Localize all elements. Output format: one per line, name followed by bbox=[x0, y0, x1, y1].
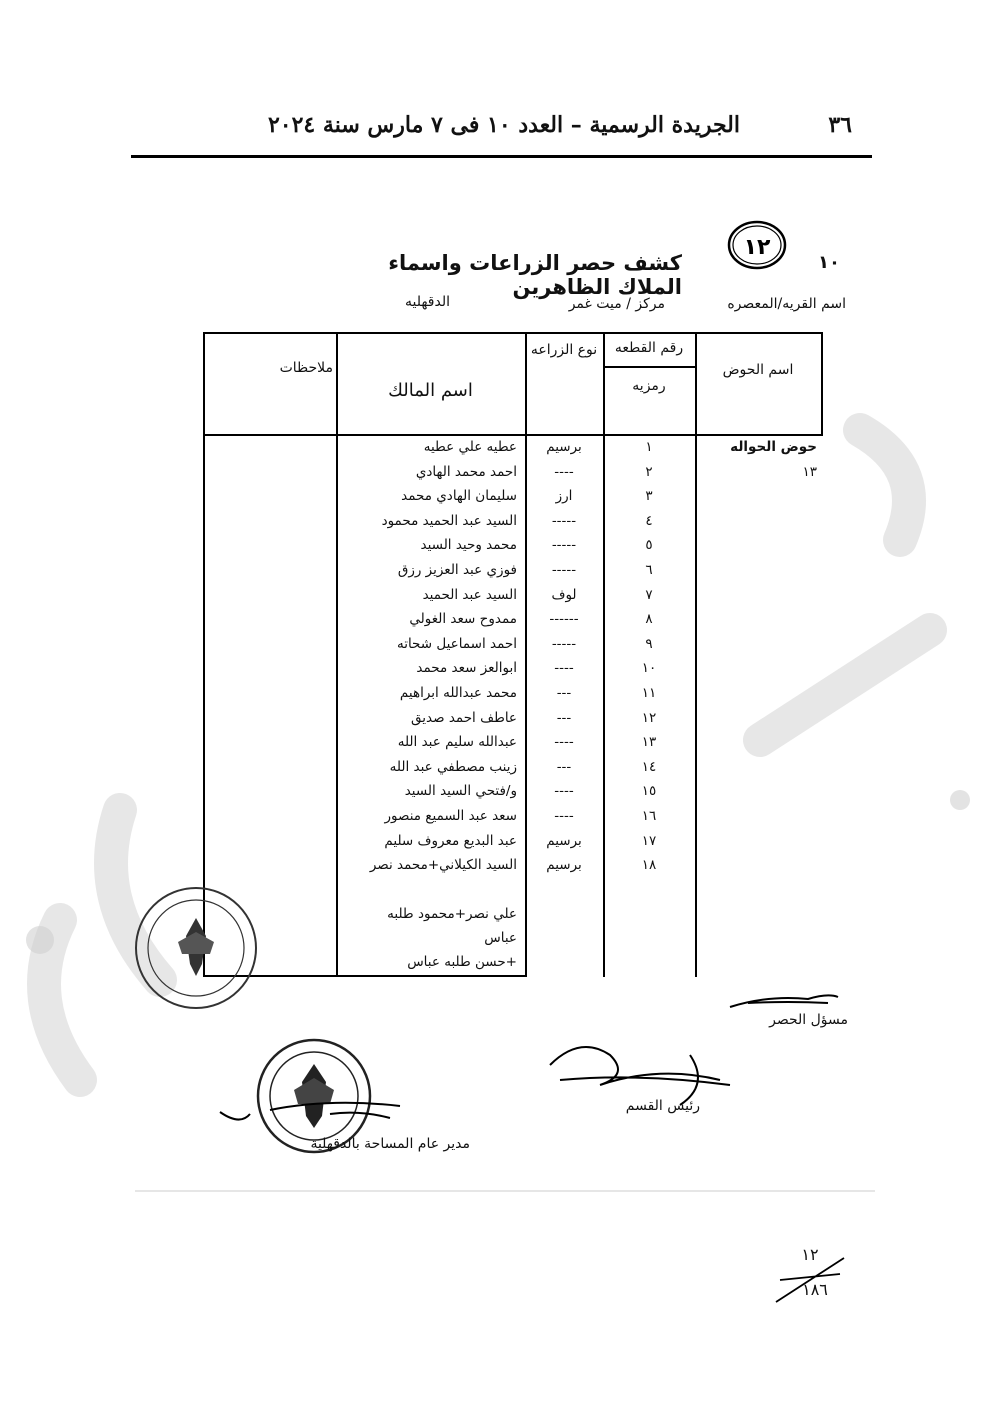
cell-owner-name: فوزي عبد العزيز رزق bbox=[397, 562, 517, 578]
cell-owner-name: احمد اسماعيل شحاته bbox=[396, 635, 517, 652]
cell-plot-number: ١٢ bbox=[641, 709, 657, 726]
col-divider-crop bbox=[603, 332, 605, 977]
cell-plot-number: ٣ bbox=[645, 488, 653, 505]
owner-continuation-2: عباس bbox=[484, 930, 517, 946]
cell-crop-type: ---- bbox=[554, 463, 574, 480]
col-divider-plot bbox=[695, 332, 697, 977]
cell-owner-name: محمد عبدالله ابراهيم bbox=[399, 685, 517, 701]
official-seal-stamp-left bbox=[132, 884, 260, 1012]
header-crop-type: نوع الزراعه bbox=[530, 342, 598, 358]
table-border-right bbox=[821, 332, 823, 434]
signature-survey-officer bbox=[728, 985, 848, 1015]
label-survey-officer: مسؤل الحصر bbox=[769, 1012, 848, 1028]
cell-owner-name: عبدالله سليم عبد الله bbox=[397, 734, 517, 751]
cell-owner-name: السيد الكيلاني+محمد نصر bbox=[369, 857, 517, 874]
cell-crop-type: --- bbox=[556, 685, 572, 701]
header-divider bbox=[131, 155, 872, 158]
signature-general-manager bbox=[210, 1092, 410, 1132]
cell-crop-type: ---- bbox=[554, 734, 574, 751]
village-label: اسم القريه/المعصره bbox=[727, 296, 846, 312]
cell-owner-name: سليمان الهادي محمد bbox=[401, 488, 517, 505]
cell-owner-name: ممدوح سعد الغولي bbox=[409, 611, 517, 628]
cell-crop-type: ----- bbox=[551, 635, 577, 652]
cell-crop-type: ---- bbox=[554, 660, 574, 677]
header-owner: اسم المالك bbox=[388, 380, 473, 401]
cell-owner-name: سعد عبد السميع منصور bbox=[384, 808, 517, 824]
header-plot-number: رقم القطعه bbox=[614, 340, 684, 356]
table-border-top bbox=[203, 332, 823, 334]
scan-edge bbox=[135, 1190, 875, 1192]
table-border-left bbox=[203, 332, 205, 977]
cell-owner-name: عبد البديع معروف سليم bbox=[384, 832, 517, 849]
col-divider-owner bbox=[525, 332, 527, 977]
cell-plot-number: ١٠ bbox=[641, 660, 657, 677]
owner-continuation-3: +حسن طلبه عباس bbox=[407, 954, 517, 970]
cell-owner-name: عاطف احمد صديق bbox=[410, 709, 517, 726]
cell-plot-number: ١٧ bbox=[641, 832, 657, 849]
cell-crop-type: برسيم bbox=[546, 439, 582, 455]
cell-owner-name: السيد عبد الحميد محمود bbox=[381, 512, 517, 529]
footer-note-bottom: ١٨٦ bbox=[802, 1280, 828, 1299]
cell-crop-type: ----- bbox=[551, 537, 577, 554]
basin-name: حوض الحواله bbox=[730, 439, 817, 455]
cell-crop-type: --- bbox=[556, 709, 572, 726]
label-section-head: رئيس القسم bbox=[625, 1098, 700, 1114]
header-basin: اسم الحوض bbox=[722, 362, 794, 378]
gazette-header-title: الجريدة الرسمية – العدد ١٠ فى ٧ مارس سنة ٢٠٢٤ bbox=[267, 112, 740, 138]
cell-plot-number: ٧ bbox=[645, 586, 653, 603]
footer-note-top: ١٢ bbox=[801, 1245, 819, 1264]
cell-plot-number: ٦ bbox=[645, 562, 653, 578]
cell-owner-name: محمد وحيد السيد bbox=[420, 537, 517, 554]
cell-plot-number: ٩ bbox=[645, 635, 653, 652]
owner-continuation-1: علي نصر+محمود طلبه bbox=[387, 906, 517, 922]
cell-owner-name: احمد محمد الهادي bbox=[415, 463, 517, 480]
circled-page-marker-icon bbox=[726, 218, 788, 272]
cell-plot-number: ٢ bbox=[645, 463, 653, 480]
cell-crop-type: --- bbox=[556, 758, 572, 775]
circled-number: ١٢ bbox=[743, 235, 771, 260]
cell-crop-type: ----- bbox=[551, 562, 577, 578]
sheet-title: كشف حصر الزراعات واسماء الملاك الظاهرين bbox=[388, 251, 682, 299]
cell-plot-number: ١٨ bbox=[641, 857, 657, 874]
basin-number: ١٣ bbox=[802, 464, 817, 480]
cell-crop-type: برسيم bbox=[546, 832, 582, 849]
center-label: مركز / ميت غمر bbox=[568, 296, 665, 312]
cell-plot-number: ٨ bbox=[645, 611, 653, 628]
cell-plot-number: ١١ bbox=[641, 685, 657, 701]
cell-plot-number: ١٦ bbox=[641, 808, 657, 824]
crop-survey-table bbox=[203, 332, 823, 977]
cell-plot-number: ١٤ bbox=[641, 758, 657, 775]
cell-plot-number: ١٣ bbox=[641, 734, 657, 751]
cell-crop-type: ------ bbox=[549, 611, 579, 628]
label-general-manager: مدير عام المساحة بالدقهلية bbox=[310, 1136, 470, 1152]
cell-crop-type: برسيم bbox=[546, 857, 582, 874]
table-header-divider bbox=[203, 434, 823, 436]
cell-plot-number: ٥ bbox=[645, 537, 653, 554]
cell-crop-type: ---- bbox=[554, 783, 574, 800]
cell-owner-name: زينب مصطفي عبد الله bbox=[389, 758, 517, 775]
cell-owner-name: ابوالعز سعد محمد bbox=[416, 660, 517, 677]
cell-plot-number: ٤ bbox=[645, 512, 653, 529]
sheet-number: ١٠ bbox=[818, 252, 840, 273]
col-divider-notes bbox=[336, 332, 338, 977]
governorate-label: الدقهليه bbox=[404, 294, 450, 310]
cell-owner-name: السيد عبد الحميد bbox=[422, 586, 517, 603]
header-plot-symbol: رمزيه bbox=[632, 378, 666, 394]
cell-crop-type: لوف bbox=[551, 586, 577, 603]
cell-plot-number: ١٥ bbox=[641, 783, 657, 800]
header-notes: ملاحظات bbox=[279, 360, 333, 376]
cell-owner-name: و/فتحي السيد السيد bbox=[404, 783, 517, 800]
plot-subheader-divider bbox=[603, 366, 695, 368]
cell-crop-type: ----- bbox=[551, 512, 577, 529]
page-number: ٣٦ bbox=[828, 112, 852, 138]
cell-plot-number: ١ bbox=[645, 439, 653, 455]
cell-crop-type: ارز bbox=[555, 488, 573, 505]
cell-crop-type: ---- bbox=[554, 808, 574, 824]
cell-owner-name: عطيه علي عطيه bbox=[423, 439, 517, 455]
